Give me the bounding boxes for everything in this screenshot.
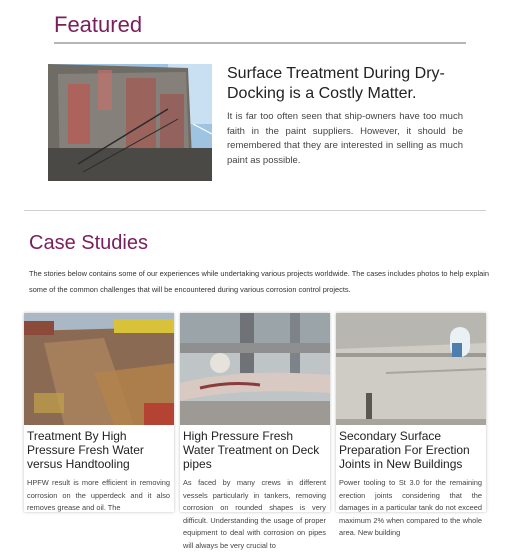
ship-hull-photo (48, 64, 212, 181)
case-card-erection-joints[interactable] (336, 313, 486, 537)
featured-article-summary: It is far too often seen that ship-owners have too much faith in the paint suppliers. However, it should be remembered that they are interested in selling as much paint as possible. (227, 111, 463, 166)
case-card-excerpt: Power tooling to St 3.0 for the remaining erection joints considering that the damages in a particular tank do not exceed maximum 2% when compared to the whole area. New building (339, 478, 482, 537)
featured-article-title[interactable]: Surface Treatment During Dry-Docking is a Costly Matter. (227, 65, 445, 102)
section-divider (24, 210, 486, 211)
case-studies-heading: Case Studies (29, 232, 148, 254)
featured-heading: Featured (54, 12, 143, 37)
case-card-title[interactable]: Secondary Surface Preparation For Erection Joints in New Buildings (339, 429, 470, 471)
featured-divider (54, 42, 466, 44)
tank-interior-photo (336, 313, 486, 425)
case-card-excerpt: HPFW result is more efficient in removing corrosion on the upperdeck and it also removes grease and oil. The (27, 478, 170, 512)
deck-pipes-photo (180, 313, 330, 425)
case-card-hpfw-vs-handtooling[interactable] (24, 313, 174, 512)
case-card-deck-pipes[interactable] (180, 313, 330, 550)
case-card-title[interactable]: Treatment By High Pressure Fresh Water versus Handtooling (27, 429, 144, 471)
case-studies-intro: The stories below contains some of our experiences while undertaking various projects worldwide. The cases includes photos to help explain some of the common challenges that will be encountered during various corrosion control projects. (29, 269, 489, 294)
rusty-deck-photo (24, 313, 174, 425)
featured-image[interactable] (48, 64, 212, 181)
case-card-excerpt: As faced by many crews in different vessels particularly in tankers, removing corrosion on rounded shapes is very difficult. Understanding the usage of proper equipment to deal with corrosion on pipes will always be very crucial to (183, 478, 326, 550)
case-card-title[interactable]: High Pressure Fresh Water Treatment on Deck pipes (183, 429, 320, 471)
